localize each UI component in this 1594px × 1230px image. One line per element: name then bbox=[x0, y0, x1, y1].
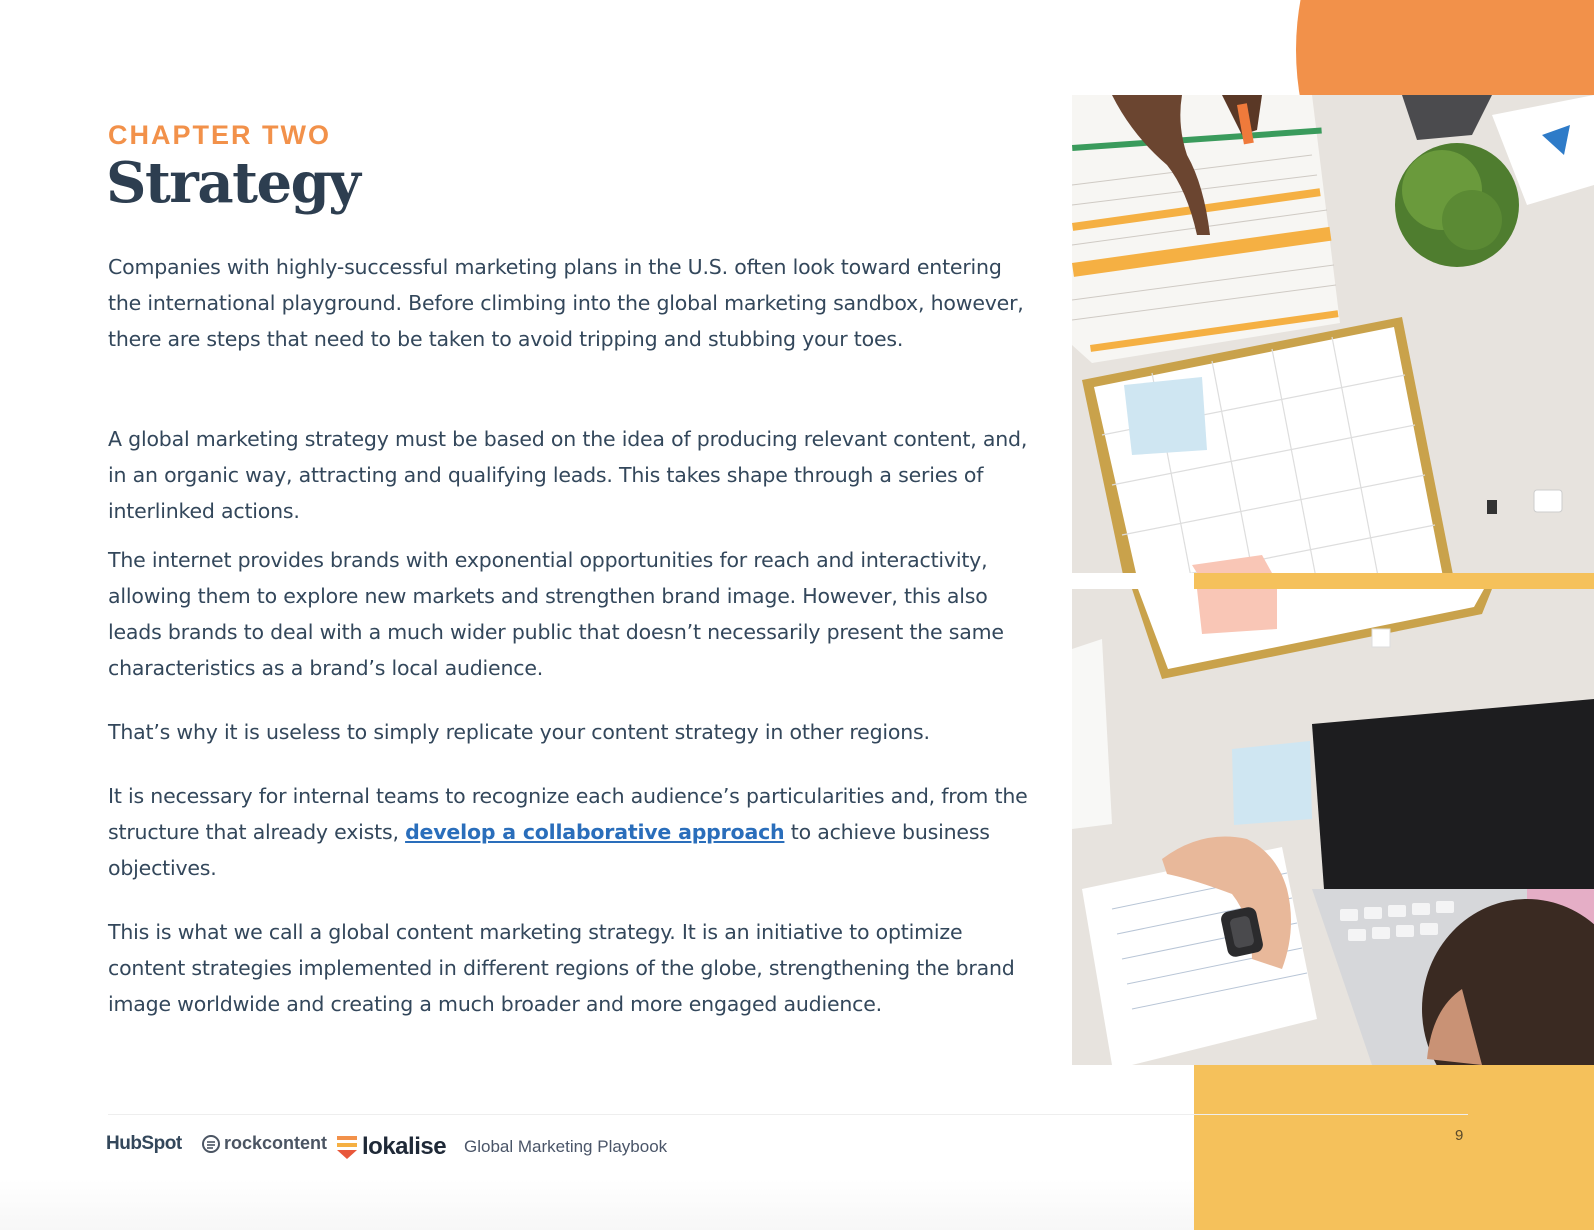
page-title: Strategy bbox=[106, 150, 360, 216]
chapter-label: CHAPTER TWO bbox=[108, 120, 331, 150]
lokalise-logo bbox=[336, 1133, 446, 1161]
paragraph-5-text-after: to achieve business objectives. bbox=[108, 820, 990, 880]
hubspot-logo-text: HubSpot bbox=[106, 1133, 182, 1154]
hubspot-logo bbox=[106, 1133, 182, 1155]
footer-title: Global Marketing Playbook bbox=[464, 1137, 668, 1156]
lokalise-icon bbox=[336, 1134, 358, 1160]
paragraph-4: That’s why it is useless to simply replicate your content strategy in other regions. bbox=[108, 720, 930, 744]
rockcontent-icon bbox=[201, 1134, 221, 1154]
page-number: 9 bbox=[1455, 1127, 1464, 1144]
bottom-desk-photo bbox=[1072, 589, 1594, 1065]
paragraph-6: This is what we call a global content marketing strategy. It is an initiative to optimize content strategies implemented in different regions of the globe, strengthening the brand image worldwide and creating a much broader and more engaged audience. bbox=[108, 920, 1015, 1016]
paragraph-1: Companies with highly-successful marketing plans in the U.S. often look toward entering the international playground. Before climbing into the global marketing sandbox, however, there are steps that need to be taken to avoid tripping and stubbing your toes. bbox=[108, 255, 1024, 351]
top-desk-photo bbox=[1072, 95, 1594, 573]
paragraph-5-text-before: It is necessary for internal teams to recognize each audience’s particularities and, from the structure that already exists, bbox=[108, 784, 1028, 844]
paragraph-5 bbox=[108, 778, 1038, 886]
collaborative-approach-link[interactable]: develop a collaborative approach bbox=[405, 820, 785, 844]
paragraph-3: The internet provides brands with exponential opportunities for reach and interactivity, allowing them to explore new markets and strengthen brand image. However, this also leads brands to deal with a much wider public that doesn’t necessarily present the same characteristics as a brand’s local audience. bbox=[108, 548, 1004, 680]
bottom-fade bbox=[0, 1180, 1194, 1230]
footer-divider bbox=[108, 1114, 1468, 1115]
rockcontent-logo-text: rockcontent bbox=[224, 1133, 328, 1153]
lokalise-logo-text: lokalise bbox=[362, 1133, 447, 1160]
rockcontent-logo bbox=[201, 1133, 327, 1154]
paragraph-2: A global marketing strategy must be based on the idea of producing relevant content, and, in an organic way, attracting and qualifying leads. This takes shape through a series of interlinked actions. bbox=[108, 427, 1028, 523]
